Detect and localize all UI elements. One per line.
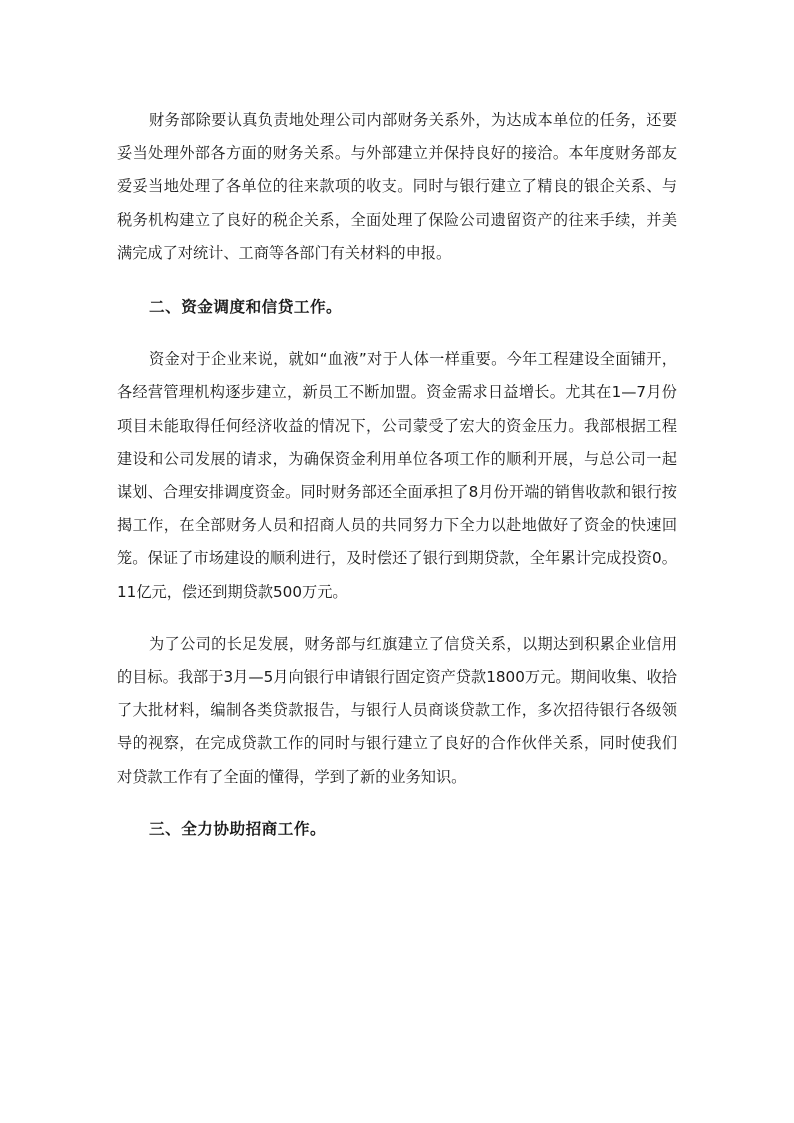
paragraph-financial-relations: 财务部除要认真负责地处理公司内部财务关系外，为达成本单位的任务，还要妥当处理外部各方面的财务关系。与外部建立并保持良好的接洽。本年度财务部友爱妥当地处理了各单位的往来款项的收支。同时与银行建立了精良的银企关系、与税务机构建立了良好的税企关系，全面处理了保险公司遗留资产的往来手续，并美满完成了对统计、工商等各部门有关材料的申报。 <box>117 111 677 262</box>
section-heading-funds-and-credit: 二、资金调度和信贷工作。 <box>149 298 343 317</box>
section-heading-investment-support: 三、全力协助招商工作。 <box>149 819 327 838</box>
paragraph-fund-scheduling: 资金对于企业来说，就如“血液”对于人体一样重要。今年工程建设全面铺开，各经营管理机构逐步建立，新员工不断加盟。资金需求日益增长。尤其在1—7月份项目未能取得任何经济收益的情况下，公司蒙受了宏大的资金压力。我部根据工程建设和公司发展的请求，为确保资金利用单位各项工作的顺利开展，与总公司一起谋划、合理安排调度资金。同时财务部还全面承担了8月份开端的销售收款和银行按揭工作，在全部财务人员和招商人员的共同努力下全力以赴地做好了资金的快速回笼。保证了市场建设的顺利进行，及时偿还了银行到期贷款，全年累计完成投资0。11亿元，偿还到期贷款500万元。 <box>117 350 677 601</box>
document-body <box>117 104 677 864</box>
paragraph-credit-relations: 为了公司的长足发展，财务部与红旗建立了信贷关系，以期达到积累企业信用的目标。我部于3月—5月向银行申请银行固定资产贷款1800万元。期间收集、收拾了大批材料，编制各类贷款报告，与银行人员商谈贷款工作，多次招待银行各级领导的视察，在完成贷款工作的同时与银行建立了良好的合作伙伴关系，同时使我们对贷款工作有了全面的懂得，学到了新的业务知识。 <box>117 634 677 786</box>
